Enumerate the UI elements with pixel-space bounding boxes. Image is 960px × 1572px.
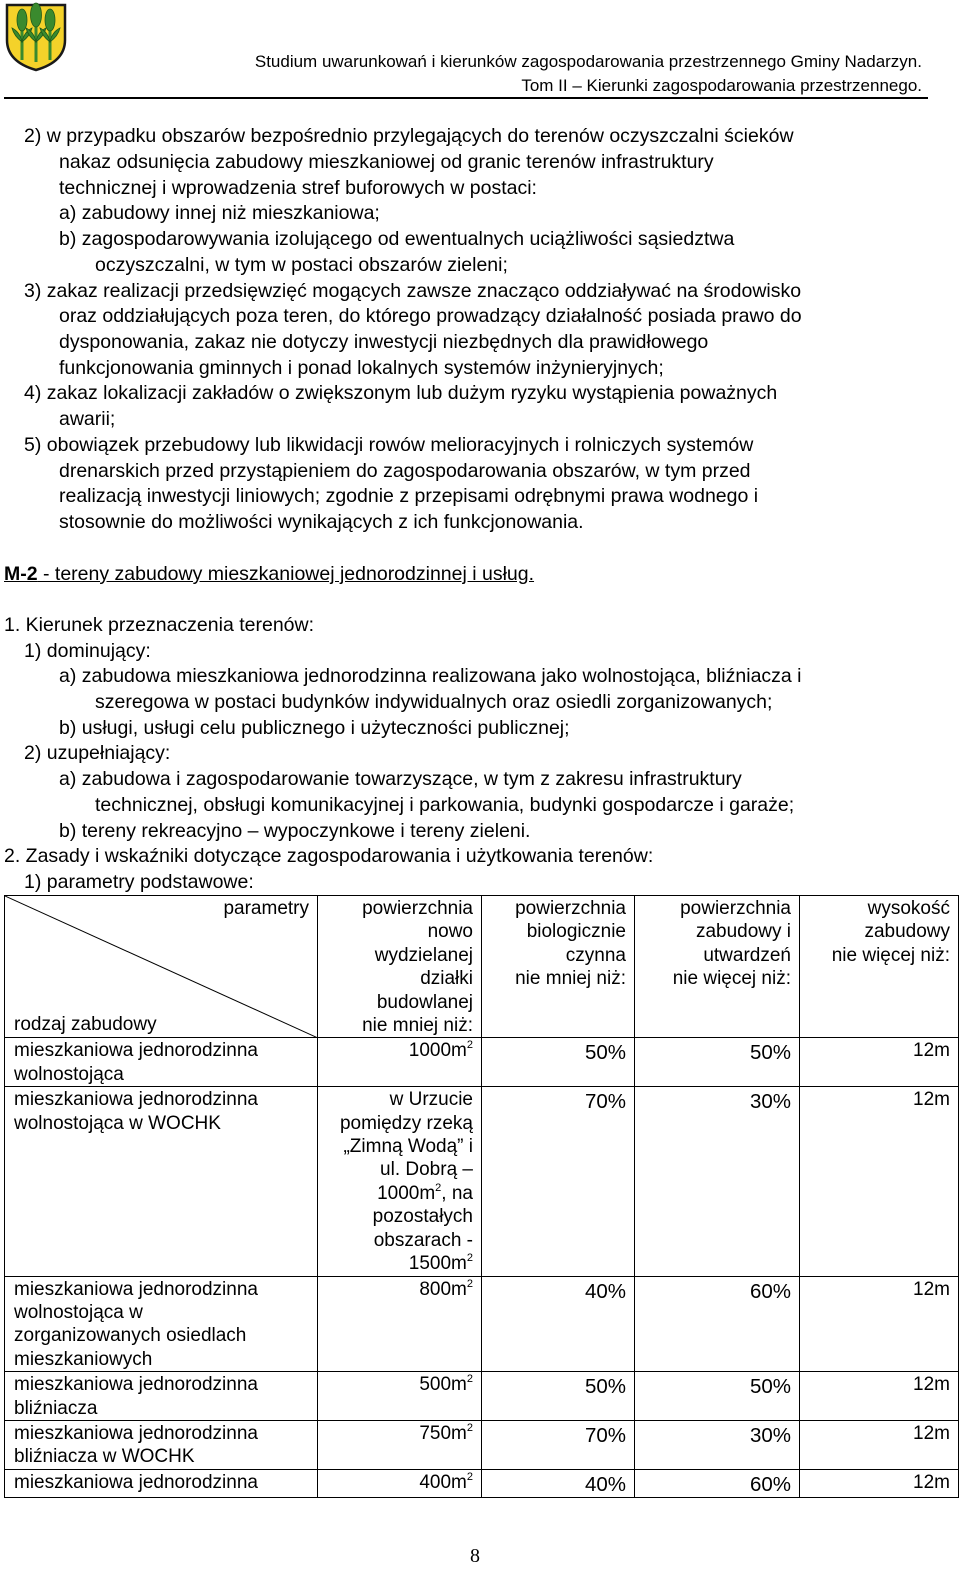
cell-line (327, 1205, 473, 1228)
item-4-line2: awarii; (59, 408, 116, 430)
item-3-line4: funkcjonowania gminnych i ponad lokalnych systemów inżynieryjnych; (59, 357, 664, 379)
cell-text: 1000m (377, 1182, 436, 1204)
header-line: powierzchnia (362, 898, 473, 919)
cell-height: 12m (800, 1276, 959, 1372)
item-3-line3: dysponowania, zakaz nie dotyczy inwestycji niezbędnych dla prawidłowego (59, 331, 709, 353)
header-title-line2: Tom II – Kierunki zagospodarowania przestrzennego. (521, 76, 922, 95)
cell-line (327, 1182, 473, 1205)
header-plot-area (318, 896, 482, 1038)
header-line: wysokość (867, 898, 950, 919)
cell-bio-area: 40% (482, 1276, 635, 1372)
item-4-line1: 4) zakaz lokalizacji zakładów o zwiększonym lub dużym ryzyku wystąpienia poważnych (24, 382, 778, 404)
direction-heading: 1. Kierunek przeznaczenia terenów: (4, 614, 315, 636)
parameters-table (4, 895, 959, 1498)
cell-height: 12m (800, 1469, 959, 1497)
cell-built-area: 60% (635, 1469, 800, 1497)
cell-building-type (5, 1038, 318, 1087)
cell-plot-area (318, 1420, 482, 1469)
table-corner-cell (5, 896, 318, 1038)
cell-line: mieszkaniowa jednorodzinna (14, 1278, 258, 1300)
item-2-line3: technicznej i wprowadzenia stref buforowych w postaci: (59, 177, 537, 199)
cell-line (327, 1422, 473, 1445)
superscript: 2 (466, 1470, 473, 1483)
cell-line (327, 1112, 473, 1135)
header-line: nie mniej niż: (515, 968, 626, 990)
cell-line: mieszkaniowa jednorodzinna (14, 1422, 258, 1444)
table-body (5, 1038, 959, 1497)
cell-height: 12m (800, 1372, 959, 1421)
cell-line: mieszkaniowa jednorodzinna (14, 1374, 258, 1396)
header-line: wydzielanej (374, 944, 473, 966)
header-built-area (635, 896, 800, 1038)
header-line: nie więcej niż: (672, 968, 791, 990)
dominant-a-line2: szeregowa w postaci budynków indywidualnych oraz osiedli zorganizowanych; (95, 691, 773, 713)
header-line: czynna (565, 944, 626, 966)
item-3-line2: oraz oddziałujących poza teren, do którego prowadzący działalność posiada prawo do (59, 305, 802, 327)
cell-text: 1000m (408, 1040, 467, 1062)
item-2b-line2: oczyszczalni, w tym w postaci obszarów zieleni; (95, 254, 508, 276)
superscript: 2 (435, 1181, 442, 1194)
header-line: zabudowy i (695, 921, 791, 943)
cell-plot-area (318, 1372, 482, 1421)
table-row (5, 1372, 959, 1421)
cell-line: mieszkaniowa jednorodzinna (14, 1040, 258, 1062)
rules-heading: 2. Zasady i wskaźniki dotyczące zagospodarowania i użytkowania terenów: (4, 845, 654, 867)
header-line: nie mniej niż: (362, 1015, 473, 1037)
cell-text: w Urzucie (389, 1089, 473, 1111)
supplementary-heading: 2) uzupełniający: (24, 742, 171, 764)
cell-plot-area (318, 1038, 482, 1087)
item-5-line2: drenarskich przed przystąpieniem do zagospodarowania obszarów, w tym przed (59, 460, 751, 482)
header-line: działki (420, 968, 473, 990)
superscript: 2 (466, 1373, 473, 1386)
cell-text: , na (441, 1182, 473, 1204)
table-header-row (5, 896, 959, 1038)
superscript: 2 (466, 1421, 473, 1434)
cell-line: mieszkaniowa jednorodzinna (14, 1471, 258, 1493)
cell-line: mieszkaniowa jednorodzinna (14, 1089, 258, 1111)
cell-built-area: 30% (635, 1420, 800, 1469)
cell-height: 12m (800, 1087, 959, 1276)
cell-line (327, 1158, 473, 1181)
cell-line (327, 1135, 473, 1158)
cell-line (327, 1471, 473, 1494)
section-title: - tereny zabudowy mieszkaniowej jednorodzinnej i usług. (37, 563, 535, 585)
cell-line: wolnostojąca w (14, 1301, 143, 1323)
cell-text: pomiędzy rzeką (339, 1112, 473, 1134)
item-5-line1: 5) obowiązek przebudowy lub likwidacji rowów melioracyjnych i rolniczych systemów (24, 434, 754, 456)
corner-top-label: parametry (223, 898, 309, 919)
item-2a: a) zabudowy innej niż mieszkaniowa; (59, 202, 380, 224)
cell-line (327, 1252, 473, 1275)
header-title-line1: Studium uwarunkowań i kierunków zagospodarowania przestrzennego Gminy Nadarzyn. (254, 52, 922, 71)
cell-built-area: 50% (635, 1038, 800, 1087)
cell-plot-area (318, 1087, 482, 1276)
superscript: 2 (466, 1277, 473, 1290)
cell-text: „Zimną Wodą” i (343, 1136, 473, 1158)
item-2b-line1: b) zagospodarowywania izolującego od ewentualnych uciążliwości sąsiedztwa (59, 228, 735, 250)
cell-height: 12m (800, 1038, 959, 1087)
cell-text: ul. Dobrą – (380, 1159, 473, 1181)
header-line: utwardzeń (703, 944, 791, 966)
item-2-line2: nakaz odsunięcia zabudowy mieszkaniowej od granic terenów infrastruktury (59, 151, 714, 173)
cell-line (327, 1373, 473, 1396)
header-divider (4, 97, 928, 99)
header-line: powierzchnia (680, 898, 791, 919)
item-3-line1: 3) zakaz realizacji przedsięwzięć mogących zawsze znacząco oddziaływać na środowisko (24, 280, 802, 302)
cell-line (327, 1278, 473, 1301)
cell-text: 1500m (408, 1253, 467, 1275)
cell-line: zorganizowanych osiedlach (14, 1325, 247, 1347)
cell-plot-area (318, 1469, 482, 1497)
cell-line (327, 1088, 473, 1111)
cell-text: 750m (419, 1422, 467, 1444)
cell-building-type (5, 1276, 318, 1372)
page-number: 8 (470, 1545, 480, 1567)
header-height (800, 896, 959, 1038)
header-line: powierzchnia (515, 898, 626, 919)
supplementary-a-line1: a) zabudowa i zagospodarowanie towarzyszące, w tym z zakresu infrastruktury (59, 768, 742, 790)
cell-text: 400m (419, 1471, 467, 1493)
item-5-line4: stosownie do możliwości wynikających z ich funkcjonowania. (59, 511, 584, 533)
table-row (5, 1469, 959, 1497)
table-row (5, 1420, 959, 1469)
cell-line: bliźniacza w WOCHK (14, 1446, 195, 1468)
header-line: budowlanej (376, 991, 473, 1013)
supplementary-b: b) tereny rekreacyjno – wypoczynkowe i tereny zieleni. (59, 820, 531, 842)
cell-bio-area: 50% (482, 1372, 635, 1421)
cell-line (327, 1039, 473, 1062)
cell-bio-area: 40% (482, 1469, 635, 1497)
table-row (5, 1087, 959, 1276)
item-2-line1: 2) w przypadku obszarów bezpośrednio przylegających do terenów oczyszczalni ścieków (24, 125, 794, 147)
cell-plot-area (318, 1276, 482, 1372)
cell-building-type (5, 1372, 318, 1421)
header-bio-area (482, 896, 635, 1038)
cell-building-type (5, 1087, 318, 1276)
cell-line (327, 1229, 473, 1252)
cell-text: obszarach - (373, 1229, 473, 1251)
item-5-line3: realizacją inwestycji liniowych; zgodnie z przepisami odrębnymi prawa wodnego i (59, 485, 759, 507)
parameters-heading: 1) parametry podstawowe: (24, 871, 254, 893)
superscript: 2 (466, 1252, 473, 1265)
header-line: biologicznie (526, 921, 626, 943)
cell-built-area: 60% (635, 1276, 800, 1372)
dominant-heading: 1) dominujący: (24, 640, 151, 662)
cell-text: pozostałych (372, 1206, 473, 1228)
cell-height: 12m (800, 1420, 959, 1469)
table-row (5, 1038, 959, 1087)
cell-line: mieszkaniowych (14, 1348, 153, 1370)
cell-bio-area: 50% (482, 1038, 635, 1087)
header-line: zabudowy (864, 921, 950, 943)
dominant-a-line1: a) zabudowa mieszkaniowa jednorodzinna realizowana jako wolnostojąca, bliźniacza i (59, 665, 802, 687)
section-heading-m2 (4, 562, 534, 588)
cell-text: 500m (419, 1374, 467, 1396)
cell-line: wolnostojąca w WOCHK (14, 1112, 221, 1134)
dominant-b: b) usługi, usługi celu publicznego i użyteczności publicznej; (59, 717, 570, 739)
cell-bio-area: 70% (482, 1420, 635, 1469)
table-row (5, 1276, 959, 1372)
cell-built-area: 30% (635, 1087, 800, 1276)
superscript: 2 (466, 1039, 473, 1052)
corner-bottom-label: rodzaj zabudowy (14, 1014, 157, 1036)
cell-bio-area: 70% (482, 1087, 635, 1276)
cell-building-type (5, 1469, 318, 1497)
cell-built-area: 50% (635, 1372, 800, 1421)
municipal-emblem-icon (4, 2, 68, 72)
header-line: nowo (427, 921, 473, 943)
section-code: M-2 (4, 563, 38, 585)
cell-text: 800m (419, 1278, 467, 1300)
supplementary-a-line2: technicznej, obsługi komunikacyjnej i parkowania, budynki gospodarcze i garaże; (95, 794, 795, 816)
cell-building-type (5, 1420, 318, 1469)
header-line: nie więcej niż: (831, 944, 950, 966)
cell-line: wolnostojąca (14, 1063, 124, 1085)
cell-line: bliźniacza (14, 1397, 98, 1419)
